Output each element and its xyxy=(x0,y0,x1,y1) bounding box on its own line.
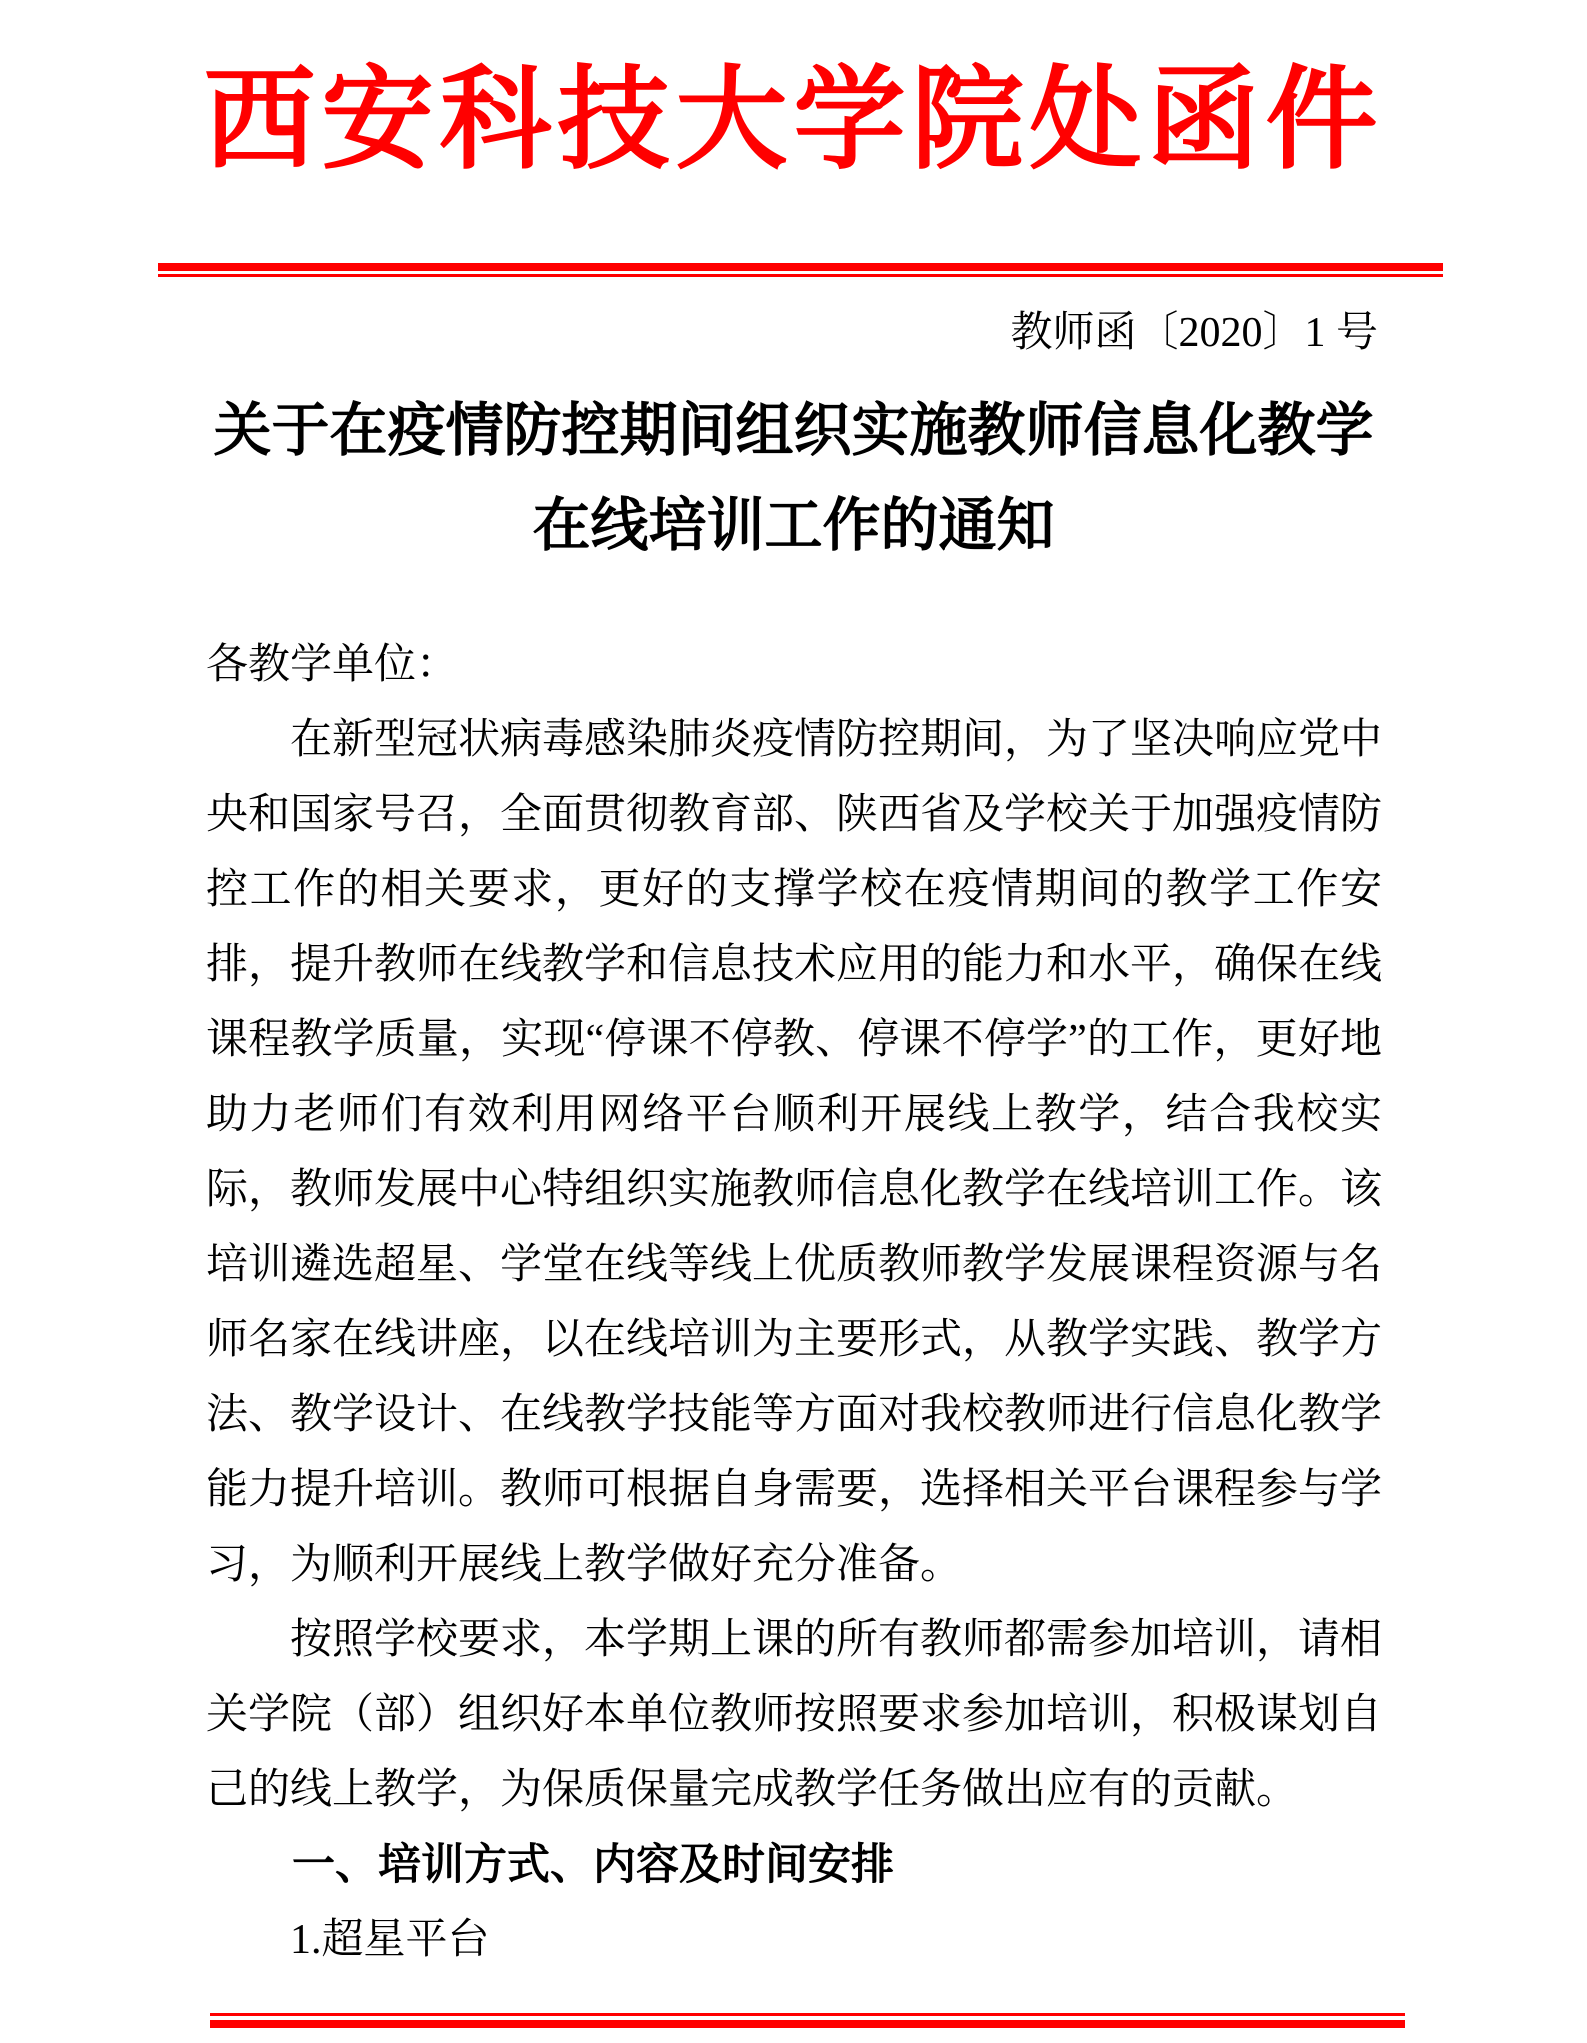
document-title-line-2: 在线培训工作的通知 xyxy=(532,493,1055,558)
footer-divider xyxy=(210,2013,1405,2028)
salutation: 各教学单位： xyxy=(206,642,459,688)
divider-thin-bar xyxy=(158,274,1443,277)
list-item-chaoxing-platform: 1.超星平台 xyxy=(290,1917,490,1963)
section-heading-training-arrangement: 一、培训方式、内容及时间安排 xyxy=(292,1841,894,1889)
divider-thick-bar xyxy=(158,263,1443,271)
letterhead-divider xyxy=(158,263,1443,277)
document-number: 教师函〔2020〕1 号 xyxy=(1010,310,1378,356)
paragraph-2: 按照学校要求，本学期上课的所有教师都需参加培训，请相关学院（部）组织好本单位教师按照要求参加培训，积极谋划自己的线上教学，为保质保量完成教学任务做出应有的贡献。 xyxy=(206,1617,1383,1813)
document-body xyxy=(206,628,1382,1978)
letterhead-title: 西安科技大学院处函件 xyxy=(203,59,1384,183)
paragraph-1: 在新型冠状病毒感染肺炎疫情防控期间，为了坚决响应党中央和国家号召，全面贯彻教育部、陕西省及学校关于加强疫情防控工作的相关要求，更好的支撑学校在疫情期间的教学工作安排，提升教师在线教学和信息技术应用的能力和水平，确保在线课程教学质量，实现“停课不停教、停课不停学”的工作，更好地助力老师们有效利用网络平台顺利开展线上教学，结合我校实际，教师发展中心特组织实施教师信息化教学在线培训工作。该培训遴选超星、学堂在线等线上优质教师教学发展课程资源与名师名家在线讲座，以在线培训为主要形式，从教学实践、教学方法、教学设计、在线教学技能等方面对我校教师进行信息化教学能力提升培训。教师可根据自身需要，选择相关平台课程参与学习，为顺利开展线上教学做好充分准备。 xyxy=(206,717,1383,1588)
divider-thin-bar xyxy=(210,2013,1405,2016)
document-title-line-1: 关于在疫情防控期间组织实施教师信息化教学 xyxy=(213,398,1374,463)
document-title xyxy=(0,383,1587,573)
divider-thick-bar xyxy=(210,2020,1405,2028)
